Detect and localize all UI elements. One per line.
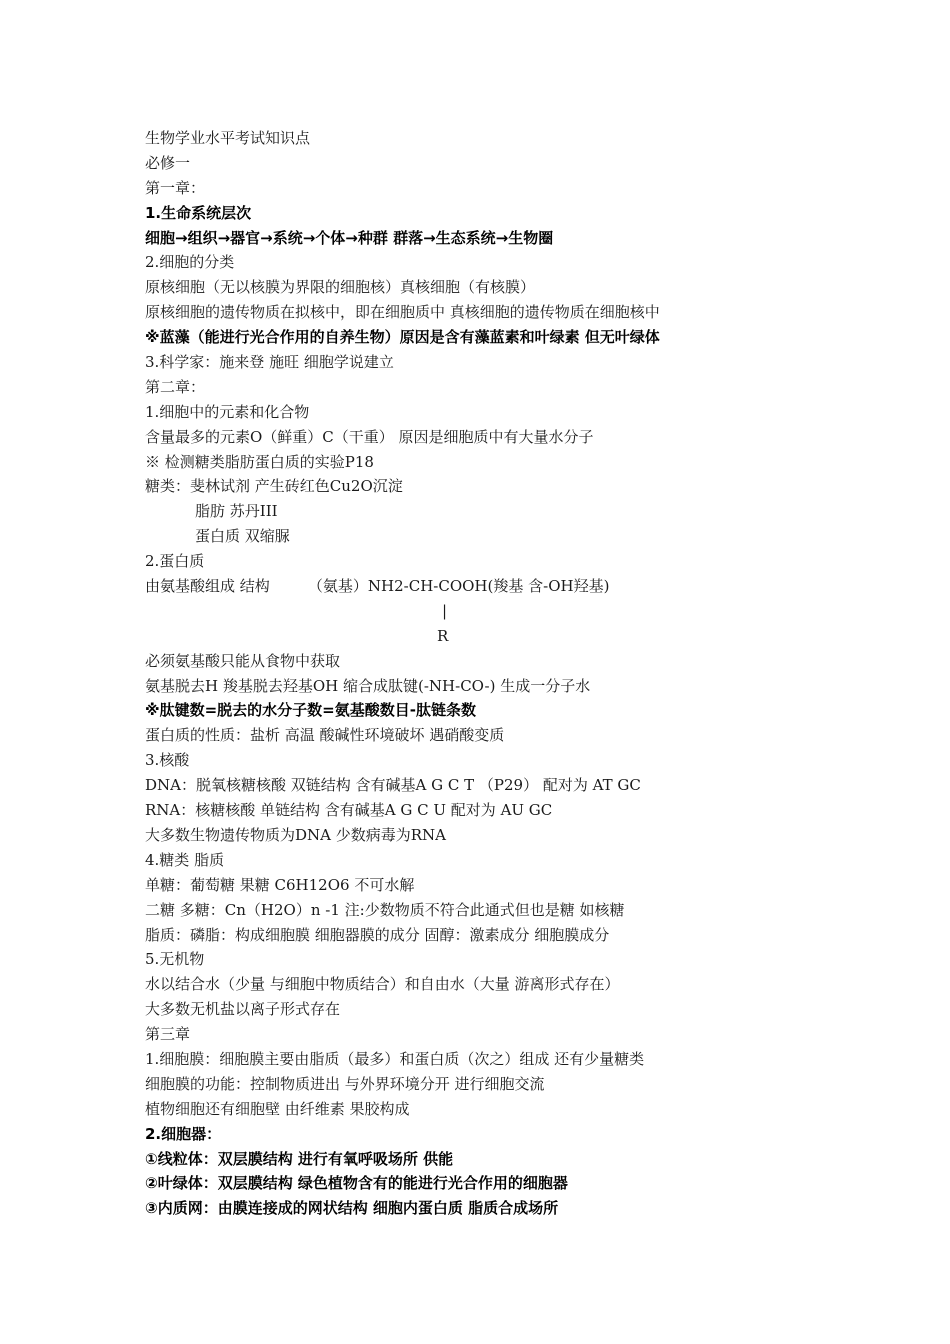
topic-heading: 2.细胞器： bbox=[145, 1124, 222, 1143]
text-line: ※肽键数=脱去的水分子数=氨基酸数目-肽链条数 bbox=[145, 701, 476, 720]
text-line: 二糖 多糖：Cn（H2O）n -1 注:少数物质不符合此通式但也是糖 如核糖 bbox=[145, 900, 625, 919]
topic-heading: 5.无机物 bbox=[145, 950, 205, 969]
chapter-heading: 第一章： bbox=[145, 178, 206, 197]
document-body bbox=[145, 126, 885, 1221]
text-line: 大多数无机盐以离子形式存在 bbox=[145, 1000, 341, 1019]
chapter-heading: 第二章： bbox=[145, 377, 206, 396]
document-title: 生物学业水平考试知识点 bbox=[145, 129, 311, 147]
text-line: ※ 检测糖类脂肪蛋白质的实验P18 bbox=[145, 452, 374, 471]
text-line: 原核细胞（无以核膜为界限的细胞核）真核细胞（有核膜） bbox=[145, 278, 536, 297]
text-line: 细胞膜的功能：控制物质进出 与外界环境分开 进行细胞交流 bbox=[145, 1074, 545, 1093]
text-line: ※蓝藻（能进行光合作用的自养生物）原因是含有藻蓝素和叶绿素 但无叶绿体 bbox=[145, 328, 660, 347]
text-line: 含量最多的元素O（鲜重）C（干重） 原因是细胞质中有大量水分子 bbox=[145, 427, 594, 446]
text-line: 1.细胞膜：细胞膜主要由脂质（最多）和蛋白质（次之）组成 还有少量糖类 bbox=[145, 1049, 645, 1068]
text-line: 水以结合水（少量 与细胞中物质结合）和自由水（大量 游离形式存在） bbox=[145, 975, 620, 994]
text-line: 蛋白质 双缩脲 bbox=[195, 527, 290, 546]
topic-heading: 2.细胞的分类 bbox=[145, 253, 235, 272]
text-line: RNA：核糖核酸 单链结构 含有碱基A G C U 配对为 AU GC bbox=[145, 801, 553, 820]
text-line: ①线粒体：双层膜结构 进行有氧呼吸场所 供能 bbox=[145, 1149, 454, 1168]
text-line: 植物细胞还有细胞壁 由纤维素 果胶构成 bbox=[145, 1099, 410, 1118]
topic-heading: 1.细胞中的元素和化合物 bbox=[145, 402, 310, 421]
text-line: 大多数生物遗传物质为DNA 少数病毒为RNA bbox=[145, 825, 447, 844]
text-line: ②叶绿体：双层膜结构 绿色植物含有的能进行光合作用的细胞器 bbox=[145, 1174, 568, 1193]
text-line: 原核细胞的遗传物质在拟核中，即在细胞质中 真核细胞的遗传物质在细胞核中 bbox=[145, 303, 660, 322]
topic-heading: 3.核酸 bbox=[145, 751, 190, 770]
formula-r-group: R bbox=[437, 626, 449, 645]
text-line: 细胞→组织→器官→系统→个体→种群 群落→生态系统→生物圈 bbox=[145, 228, 554, 247]
text-line: 必须氨基酸只能从食物中获取 bbox=[145, 651, 341, 670]
text-line: 脂质：磷脂：构成细胞膜 细胞器膜的成分 固醇：激素成分 细胞膜成分 bbox=[145, 925, 610, 944]
formula-line: 由氨基酸组成 结构 （氨基）NH2-CH-COOH(羧基 含-OH羟基) bbox=[145, 577, 610, 596]
text-line: 蛋白质的性质：盐析 高温 酸碱性环境破坏 遇硝酸变质 bbox=[145, 726, 505, 745]
chapter-heading: 第三章 bbox=[145, 1025, 191, 1044]
text-line: 3.科学家：施来登 施旺 细胞学说建立 bbox=[145, 353, 394, 372]
topic-heading: 2.蛋白质 bbox=[145, 552, 205, 571]
topic-heading: 1.生命系统层次 bbox=[145, 203, 252, 222]
text-line: 糖类：斐林试剂 产生砖红色Cu2O沉淀 bbox=[145, 477, 403, 496]
topic-heading: 4.糖类 脂质 bbox=[145, 850, 225, 869]
text-line: DNA：脱氧核糖核酸 双链结构 含有碱基A G C T （P29） 配对为 AT GC bbox=[145, 776, 641, 795]
text-line: 单糖：葡萄糖 果糖 C6H12O6 不可水解 bbox=[145, 875, 415, 894]
text-line: ③内质网：由膜连接成的网状结构 细胞内蛋白质 脂质合成场所 bbox=[145, 1199, 559, 1218]
text-line: 氨基脱去H 羧基脱去羟基OH 缩合成肽键(-NH-CO-) 生成一分子水 bbox=[145, 676, 591, 695]
text-line: 脂肪 苏丹III bbox=[195, 502, 278, 521]
section-heading: 必修一 bbox=[145, 153, 191, 172]
formula-bond-mark: | bbox=[442, 601, 448, 620]
